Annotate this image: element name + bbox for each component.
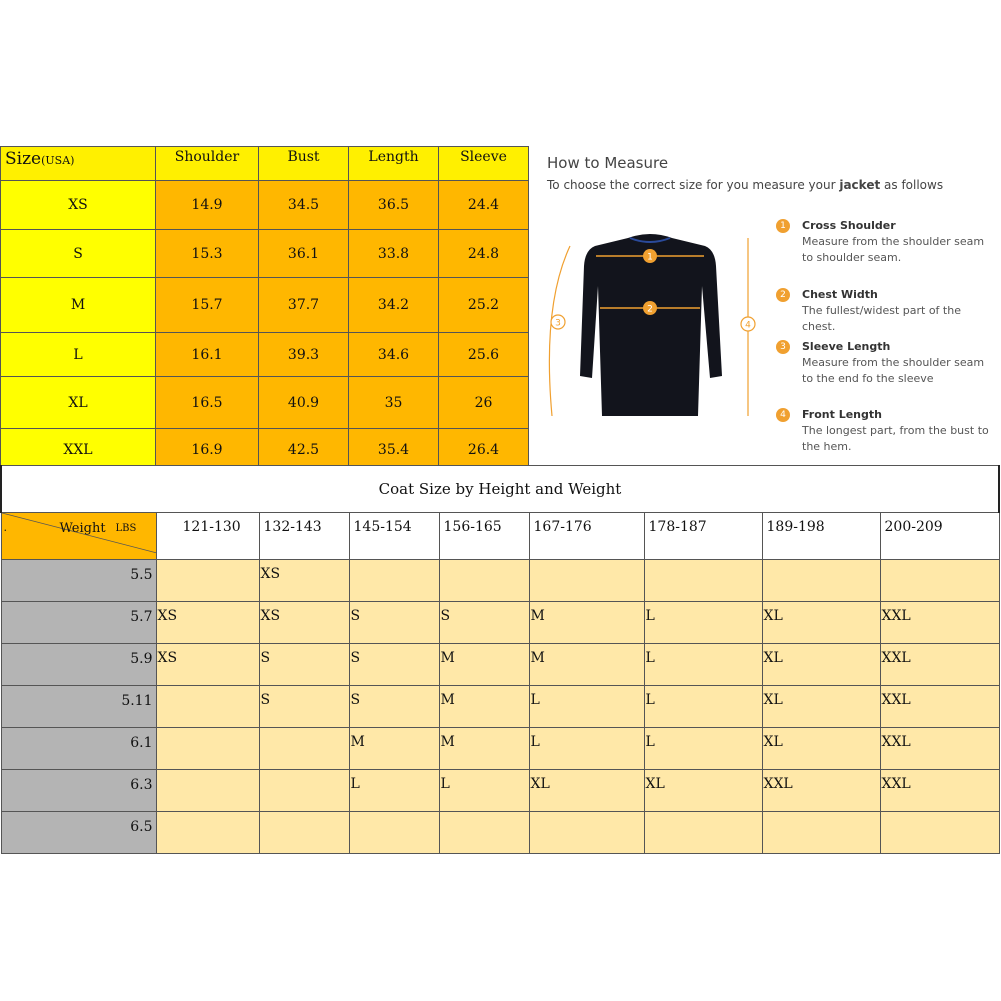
size-cell: M [529,602,644,644]
size-cell: XL [529,770,644,812]
measure-item-desc: The longest part, from the bust to the hem. [802,424,989,453]
subtitle-text: To choose the correct size for you measure your [547,178,840,192]
size-cell: L [529,686,644,728]
sweater-diagram [540,226,770,426]
length-header: Length [349,147,439,181]
length-cell: 36.5 [349,181,439,230]
subtitle-garment: jacket [839,178,881,192]
size-cell: XL [762,686,880,728]
size-cell: M [349,728,439,770]
size-row [1,333,529,377]
measure-subtitle [547,178,943,192]
size-header-label: Size [5,149,42,169]
height-row [1,560,999,602]
length-cell: 33.8 [349,230,439,278]
weight-col-header: 200-209 [880,513,999,560]
size-cell: M [439,728,529,770]
step-4-icon: 4 [776,408,790,422]
size-cell: L [1,333,156,377]
shoulder-cell: 14.9 [156,181,259,230]
size-header-region: (USA) [41,154,75,167]
height-cell: 6.1 [1,728,156,770]
height-row [1,770,999,812]
size-cell: XXL [880,686,999,728]
size-cell: S [349,644,439,686]
size-cell [529,560,644,602]
size-cell: XXL [880,728,999,770]
coat-table-body [1,560,999,854]
weight-col-header: 121-130 [156,513,259,560]
bust-cell: 34.5 [259,181,349,230]
weight-col-header: 156-165 [439,513,529,560]
size-cell: M [439,686,529,728]
sleeve-cell: 25.2 [439,278,529,333]
weight-header-row [1,513,999,560]
sleeve-header: Sleeve [439,147,529,181]
size-cell [644,560,762,602]
bust-cell: 40.9 [259,377,349,429]
step-3-icon: 3 [776,340,790,354]
measure-item-desc: Measure from the shoulder seam to shoulder seam. [802,235,985,264]
step-2-icon: 2 [776,288,790,302]
size-cell: L [644,602,762,644]
size-cell [349,812,439,854]
size-cell [156,686,259,728]
height-cell: 5.9 [1,644,156,686]
shoulder-header: Shoulder [156,147,259,181]
height-cell: 6.5 [1,812,156,854]
size-cell: XS [259,560,349,602]
sleeve-cell: 24.4 [439,181,529,230]
size-cell: XL [762,644,880,686]
size-cell: M [1,278,156,333]
size-cell [880,812,999,854]
bust-cell: 39.3 [259,333,349,377]
size-cell: L [644,686,762,728]
size-cell [259,770,349,812]
size-cell: S [259,686,349,728]
step-1-icon: 1 [776,219,790,233]
shoulder-cell: 16.1 [156,333,259,377]
marker-3-label: 3 [555,318,561,329]
sleeve-cell: 26.4 [439,429,529,471]
size-row [1,230,529,278]
size-cell: XS [156,602,259,644]
size-cell [349,560,439,602]
size-cell: XXL [880,602,999,644]
size-cell: XXL [880,644,999,686]
size-chart-header-row [1,147,529,181]
size-cell [880,560,999,602]
shoulder-cell: 15.7 [156,278,259,333]
weight-corner-cell [1,513,156,560]
size-cell [156,812,259,854]
size-cell: L [439,770,529,812]
size-row [1,377,529,429]
coat-table-title: Coat Size by Height and Weight [1,466,999,513]
shoulder-cell: 16.5 [156,377,259,429]
height-row [1,686,999,728]
shoulder-cell: 15.3 [156,230,259,278]
weight-col-header: 132-143 [259,513,349,560]
subtitle-text-end: as follows [880,178,944,192]
corner-dot: . [3,521,7,534]
height-row [1,644,999,686]
weight-col-header: 178-187 [644,513,762,560]
bust-cell: 42.5 [259,429,349,471]
coat-size-table [0,465,1000,854]
bust-cell: 36.1 [259,230,349,278]
marker-4-label: 4 [745,320,751,331]
measure-item-name: Sleeve Length [802,340,891,353]
marker-1-label: 1 [647,252,653,263]
size-cell: XL [644,770,762,812]
size-cell: S [1,230,156,278]
size-cell: XXL [880,770,999,812]
marker-2-label: 2 [647,304,653,315]
size-cell: XS [156,644,259,686]
size-cell: M [439,644,529,686]
bust-cell: 37.7 [259,278,349,333]
measure-item-desc: Measure from the shoulder seam to the end fo the sleeve [802,356,985,385]
sleeve-measure-line [549,246,570,416]
sleeve-cell: 24.8 [439,230,529,278]
size-cell: L [349,770,439,812]
weight-label: Weight [59,521,106,536]
size-cell [762,812,880,854]
height-row [1,812,999,854]
weight-col-header: 189-198 [762,513,880,560]
size-cell [439,560,529,602]
how-to-measure-panel [540,146,1001,463]
size-cell: XXL [762,770,880,812]
height-cell: 5.7 [1,602,156,644]
shoulder-cell: 16.9 [156,429,259,471]
size-row [1,278,529,333]
sleeve-cell: 26 [439,377,529,429]
measure-item-name: Chest Width [802,288,878,301]
weight-col-header: 145-154 [349,513,439,560]
size-cell [762,560,880,602]
size-cell: XS [259,602,349,644]
size-cell: XXL [1,429,156,471]
coat-table-title-row [1,466,999,513]
height-cell: 5.11 [1,686,156,728]
height-row [1,602,999,644]
measure-item-name: Cross Shoulder [802,219,896,232]
measure-title: How to Measure [547,154,669,172]
size-cell: M [529,644,644,686]
size-cell: XL [762,728,880,770]
length-cell: 35.4 [349,429,439,471]
size-chart-table [0,146,529,471]
bust-header: Bust [259,147,349,181]
size-cell [156,728,259,770]
length-cell: 35 [349,377,439,429]
size-cell [259,812,349,854]
size-cell: S [349,686,439,728]
size-cell [259,728,349,770]
size-cell: S [259,644,349,686]
size-cell: S [439,602,529,644]
measure-item-desc: The fullest/widest part of the chest. [802,304,961,333]
size-cell [644,812,762,854]
size-cell [529,812,644,854]
size-cell: S [349,602,439,644]
height-cell: 5.5 [1,560,156,602]
size-cell [439,812,529,854]
size-cell: L [644,728,762,770]
size-cell [156,560,259,602]
measure-item-name: Front Length [802,408,882,421]
sleeve-cell: 25.6 [439,333,529,377]
height-cell: 6.3 [1,770,156,812]
size-row [1,181,529,230]
size-cell: XS [1,181,156,230]
length-cell: 34.6 [349,333,439,377]
size-cell: L [644,644,762,686]
size-cell [156,770,259,812]
height-row [1,728,999,770]
weight-unit: LBS [115,523,137,534]
size-cell: XL [1,377,156,429]
size-cell: L [529,728,644,770]
length-cell: 34.2 [349,278,439,333]
weight-col-header: 167-176 [529,513,644,560]
size-header [1,147,156,181]
size-cell: XL [762,602,880,644]
